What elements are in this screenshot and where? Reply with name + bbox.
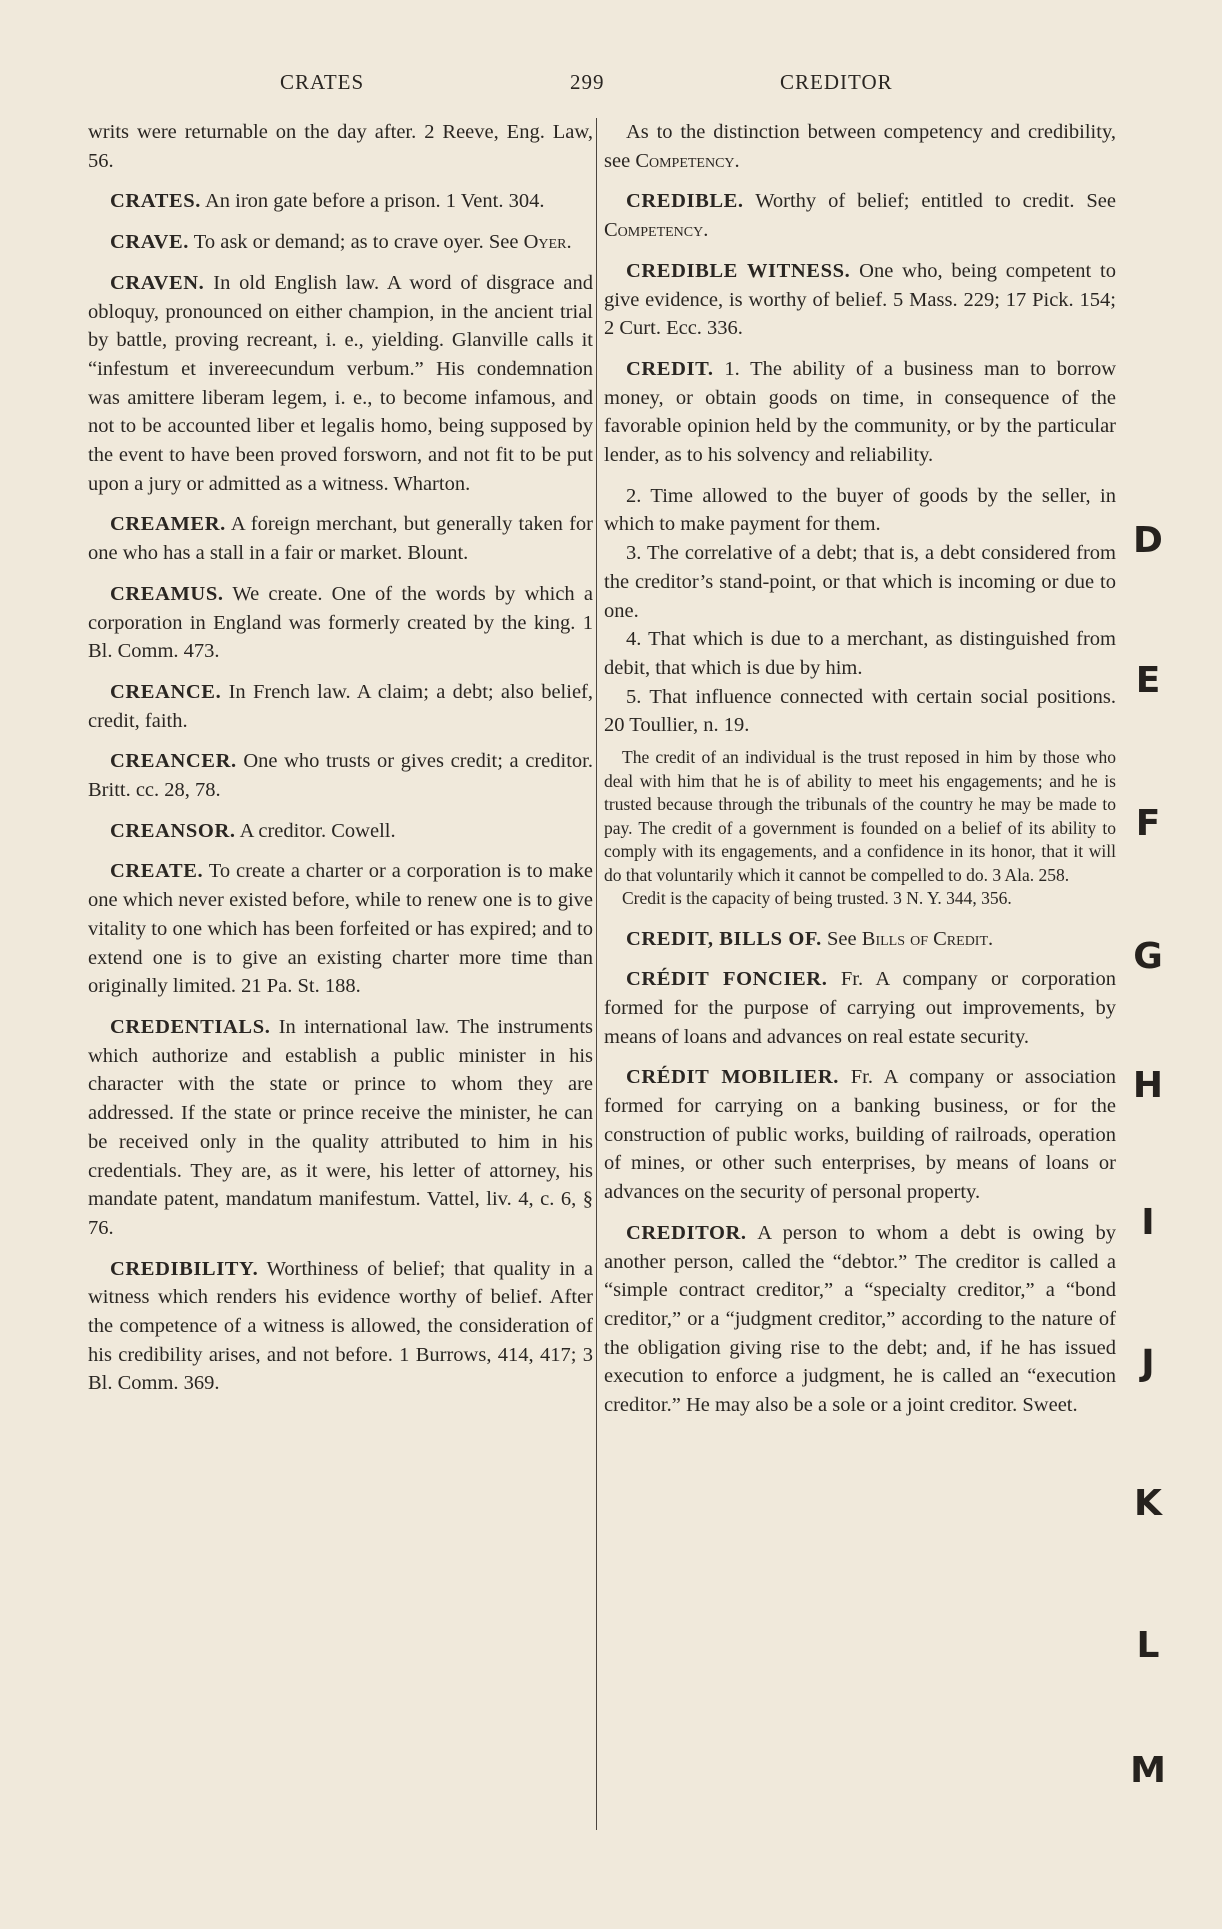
definition-text: 1. The ability of a business man to borrow money, or obtain goods on time, in consequence of the favorable opinion held by the community, or by the particular lender, as to his solvency and reliability. — [604, 357, 1117, 467]
punctuation: . — [988, 927, 994, 950]
punctuation: . — [703, 219, 709, 242]
definition-text: 4. That which is due to a merchant, as distinguished from debit, that which is due by him. — [604, 628, 1116, 679]
thumb-index-letter: K — [1134, 1483, 1162, 1524]
headword: CREANSOR. — [110, 819, 236, 842]
headword: CREATE. — [110, 860, 204, 883]
definition-text: Worthiness of belief; that quality in a witness which renders his evidence worthy of belief. After the competence of a witness is allowed, the consideration of his credibility arises, and not before. 1 Burrows, 414, 417; 3 Bl. Comm. 369. — [88, 1257, 593, 1395]
definition-text: In international law. The instruments which authorize and establish a public minister in his character with the state or prince to whom they are addressed. If the state or prince receive the minister, he can be received only in the quality attributed to him in his credentials. They are, as it were, his letter of attorney, his mandate patent, mandatum manifestum. Vattel, liv. 4, c. 6, § 76. — [88, 1015, 594, 1239]
headword: CREANCER. — [110, 750, 237, 773]
definition-text: Credit is the capacity of being trusted. 3 N. Y. 344, 356. — [622, 888, 1012, 909]
headword: CRAVEN. — [110, 271, 205, 294]
dictionary-entry — [88, 187, 593, 216]
cross-reference: Competency — [604, 219, 704, 242]
definition-text: Fr. A company or corporation formed for the purpose of carrying out improvements, by means of loans and advances on real estate security. — [604, 968, 1117, 1048]
headword: CRÉDIT FONCIER. — [626, 968, 828, 991]
dictionary-entry — [88, 269, 593, 499]
dictionary-entry — [604, 482, 1116, 539]
dictionary-entry — [604, 1219, 1116, 1420]
definition-text: A person to whom a debt is owing by another person, called the “debtor.” The creditor is called a “simple contract creditor,” a “specialty creditor,” a “bond creditor,” or a “judgment creditor,” according to the nature of the obligation giving rise to the debt; and, if he has issued execution to enforce a judgment, he is called an “execution creditor.” He may also be a sole or a joint creditor. Sweet. — [604, 1221, 1117, 1417]
definition-text: 3. The correlative of a debt; that is, a debt considered from the creditor’s stand-point, or that which is incoming or due to one. — [604, 542, 1116, 622]
headword: CRÉDIT MOBILIER. — [626, 1066, 839, 1089]
dictionary-entry — [604, 683, 1116, 740]
definition-text: To ask or demand; as to crave oyer. See — [193, 231, 519, 254]
column-divider — [596, 118, 597, 1830]
footnote — [604, 746, 1116, 887]
thumb-index-letter: G — [1133, 936, 1163, 977]
thumb-index-letter: I — [1141, 1202, 1155, 1243]
dictionary-entry — [88, 118, 593, 175]
definition-text: An iron gate before a prison. 1 Vent. 304. — [204, 190, 545, 213]
thumb-index-letter: F — [1135, 803, 1161, 844]
dictionary-entry — [88, 857, 593, 1001]
definition-text: One who, being competent to give evidence, is worthy of belief. 5 Mass. 229; 17 Pick. 154; 2 Curt. Ecc. 336. — [604, 259, 1116, 340]
thumb-index-letter: E — [1135, 660, 1161, 701]
thumb-index-letter: M — [1130, 1750, 1166, 1791]
cross-reference: Bills of Credit — [861, 927, 989, 950]
dictionary-entry — [88, 678, 593, 735]
definition-text: To create a charter or a corporation is to make one which never existed before, while to renew one is to give vitality to one which has been forfeited or has expired; and to extend one is to give an existing charter more time than originally limited. 21 Pa. St. 188. — [88, 860, 593, 998]
headword: CRAVE. — [110, 231, 189, 254]
definition-text: In old English law. A word of disgrace and obloquy, pronounced on either champion, in the ancient trial by battle, proving recreant, i. e., yielding. Glanville calls it “infestum et invereecundum verbum.” His condemnation was amittere liberam legem, i. e., to become infamous, and not to be accounted liber et legalis homo, being supposed by the event to have been proved forsworn, and not fit to be put upon a jury or admitted as a witness. Wharton. — [88, 271, 594, 495]
cross-reference: Oyer — [523, 231, 567, 254]
definition-text: 5. That influence connected with certain social positions. 20 Toullier, n. 19. — [604, 685, 1116, 737]
headword: CREDITOR. — [626, 1221, 747, 1244]
headword: CREDIT. — [626, 357, 714, 380]
left-column — [88, 118, 593, 1410]
definition-text: As to the distinction between competency and credibility, see — [604, 121, 1116, 172]
definition-text: A foreign merchant, but generally taken for one who has a stall in a fair or market. Blount. — [88, 513, 593, 565]
footnote — [604, 887, 1116, 911]
dictionary-entry — [604, 355, 1116, 470]
dictionary-entry — [88, 817, 593, 846]
definition-text: Worthy of belief; entitled to credit. See — [755, 190, 1116, 213]
definition-text: We create. One of the words by which a corporation in England was formerly created by the king. 1 Bl. Comm. 473. — [88, 582, 593, 663]
thumb-index-letter: L — [1136, 1625, 1160, 1666]
definition-text: A creditor. Cowell. — [239, 819, 396, 842]
running-header — [0, 70, 1222, 100]
headword: CRATES. — [110, 190, 201, 213]
definition-text: Fr. A company or association formed for carrying on a banking business, or for the construction of public works, building of railroads, operation of mines, or other such enterprises, by means of loans or advances on the security of personal property. — [604, 1066, 1117, 1204]
dictionary-entry — [88, 580, 593, 666]
dictionary-entry — [88, 1255, 593, 1399]
thumb-index-letter: H — [1132, 1065, 1164, 1106]
header-right-word: CREDITOR — [780, 70, 893, 94]
dictionary-entry — [88, 747, 593, 804]
headword: CREDIT, BILLS OF. — [626, 927, 822, 950]
page-number: 299 — [570, 70, 605, 94]
headword: CREDIBLE. — [626, 190, 744, 213]
dictionary-entry — [604, 539, 1116, 625]
dictionary-entry — [604, 1063, 1116, 1207]
dictionary-entry — [88, 228, 593, 257]
headword: CREANCE. — [110, 680, 222, 703]
cross-reference: Competency — [635, 149, 735, 172]
definition-text: 2. Time allowed to the buyer of goods by the seller, in which to make payment for them. — [604, 484, 1116, 536]
thumb-index-letter: D — [1133, 520, 1163, 561]
dictionary-entry — [604, 625, 1116, 682]
dictionary-entry — [88, 1013, 593, 1243]
definition-text: One who trusts or gives credit; a creditor. Britt. cc. 28, 78. — [88, 750, 593, 802]
definition-text: See — [827, 927, 857, 950]
right-column — [604, 118, 1116, 1432]
dictionary-entry — [604, 965, 1116, 1051]
dictionary-entry — [604, 257, 1116, 343]
headword: CREAMER. — [110, 513, 226, 536]
headword: CREDIBILITY. — [110, 1257, 259, 1280]
punctuation: . — [734, 149, 740, 172]
headword: CREDENTIALS. — [110, 1015, 271, 1038]
dictionary-entry — [604, 925, 1116, 954]
dictionary-entry — [604, 187, 1116, 244]
headword: CREAMUS. — [110, 582, 224, 605]
punctuation: . — [566, 231, 572, 254]
definition-text: In French law. A claim; a debt; also belief, credit, faith. — [88, 680, 593, 732]
definition-text: writs were returnable on the day after. 2 Reeve, Eng. Law, 56. — [88, 121, 593, 172]
headword: CREDIBLE WITNESS. — [626, 259, 851, 282]
dictionary-entry — [604, 118, 1116, 175]
thumb-index-letter: J — [1141, 1343, 1155, 1384]
definition-text: The credit of an individual is the trust reposed in him by those who deal with him that he is of ability to meet his engagements; and he is trusted because through the tribunals of the country he may be made to pay. The credit of a government is founded on a belief of its ability to comply with its engagements, and a confidence in its honor, that it will do that voluntarily which it cannot be compelled to do. 3 Ala. 258. — [604, 747, 1116, 885]
dictionary-entry — [88, 510, 593, 567]
header-left-word: CRATES — [280, 70, 365, 94]
